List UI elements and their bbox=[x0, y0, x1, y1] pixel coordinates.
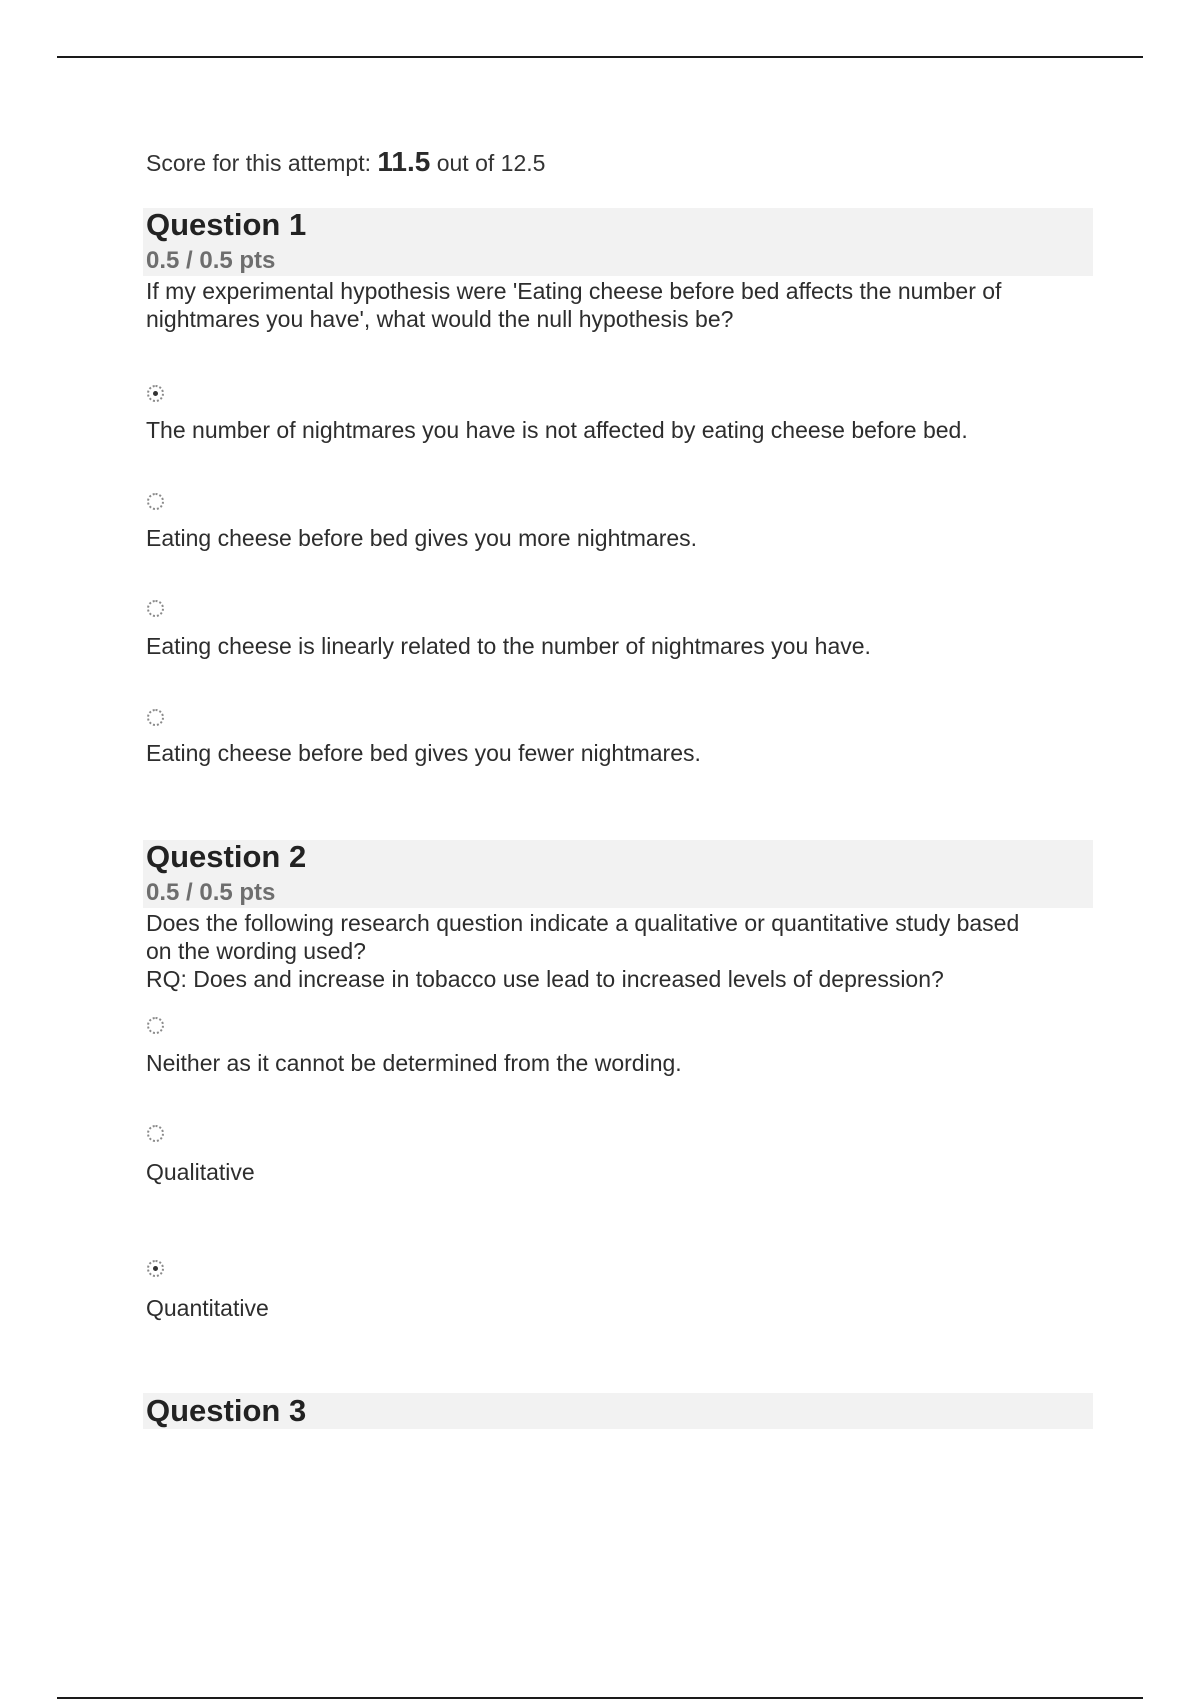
question-1-points: 0.5 / 0.5 pts bbox=[146, 247, 276, 274]
question-1-option-1-label: The number of nightmares you have is not affected by eating cheese before bed. bbox=[146, 417, 968, 443]
question-2-text-line: Does the following research question indicate a qualitative or quantitative study based bbox=[146, 910, 1020, 936]
question-1-option-2-label: Eating cheese before bed gives you more nightmares. bbox=[146, 525, 698, 551]
question-1-text-line: If my experimental hypothesis were 'Eating cheese before bed affects the number of bbox=[146, 278, 1002, 304]
question-2-option-1-radio[interactable] bbox=[147, 1017, 164, 1034]
question-2-option-2-label: Qualitative bbox=[146, 1159, 255, 1185]
top-rule bbox=[57, 56, 1143, 58]
question-1-title: Question 1 bbox=[146, 207, 307, 242]
question-2-text bbox=[146, 909, 1086, 993]
question-1-option-3-label: Eating cheese is linearly related to the number of nightmares you have. bbox=[146, 633, 871, 659]
question-2-option-3-label: Quantitative bbox=[146, 1295, 269, 1321]
question-1-option-4-radio[interactable] bbox=[147, 709, 164, 726]
question-1-option-4-label: Eating cheese before bed gives you fewer nightmares. bbox=[146, 740, 701, 766]
bottom-rule bbox=[57, 1697, 1143, 1699]
score-value: 11.5 bbox=[377, 146, 431, 177]
question-2-option-2-radio[interactable] bbox=[147, 1125, 164, 1142]
question-1-option-1-radio[interactable] bbox=[147, 385, 164, 402]
question-1-option-2-radio[interactable] bbox=[147, 493, 164, 510]
question-2-title: Question 2 bbox=[146, 839, 307, 874]
question-2-text-line: on the wording used? bbox=[146, 938, 366, 964]
question-1-text bbox=[146, 277, 1086, 333]
score-suffix: out of 12.5 bbox=[430, 150, 546, 176]
question-1-text-line: nightmares you have', what would the null hypothesis be? bbox=[146, 306, 734, 332]
question-2-option-3-radio[interactable] bbox=[147, 1260, 164, 1277]
score-line bbox=[146, 146, 545, 178]
question-2-text-line: RQ: Does and increase in tobacco use lead to increased levels of depression? bbox=[146, 966, 944, 992]
question-2-points: 0.5 / 0.5 pts bbox=[146, 879, 276, 906]
question-3-title: Question 3 bbox=[146, 1393, 307, 1428]
score-prefix: Score for this attempt: bbox=[146, 150, 378, 176]
question-2-option-1-label: Neither as it cannot be determined from the wording. bbox=[146, 1050, 682, 1076]
question-1-option-3-radio[interactable] bbox=[147, 600, 164, 617]
